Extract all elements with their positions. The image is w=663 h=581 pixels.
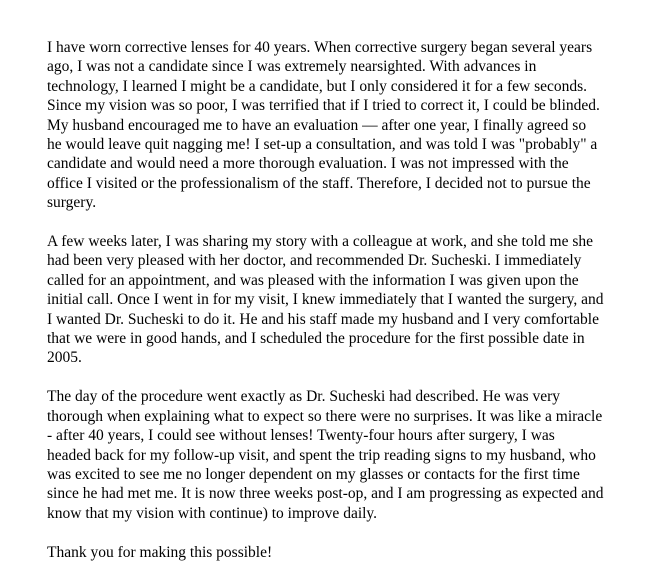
text-line: A few weeks later, I was sharing my story with a colleague at work, and she told me she bbox=[47, 233, 594, 251]
text-line: headed back for my follow-up visit, and spent the trip reading signs to my husband, who bbox=[47, 446, 596, 464]
text-line: candidate and would need a more thorough evaluation. I was not impressed with the bbox=[47, 155, 569, 173]
letter-body bbox=[47, 38, 659, 581]
text-line: Thank you for making this possible! bbox=[47, 543, 273, 561]
text-line: called for an appointment, and was pleased with the information I was given upon the bbox=[47, 271, 579, 289]
text-line: office I visited or the professionalism of the staff. Therefore, I decided not to pursue the bbox=[47, 174, 591, 192]
text-line: surgery. bbox=[47, 194, 97, 212]
text-line: initial call. Once I went in for my visit, I knew immediately that I wanted the surgery, and bbox=[47, 291, 604, 309]
text-line: The day of the procedure went exactly as Dr. Sucheski had described. He was very bbox=[47, 388, 561, 406]
text-line: My husband encouraged me to have an evaluation — after one year, I finally agreed so bbox=[47, 116, 587, 134]
text-line: that we were in good hands, and I scheduled the procedure for the first possible date in bbox=[47, 330, 585, 348]
text-line: know that my vision with continue) to improve daily. bbox=[47, 504, 378, 522]
text-line: 2005. bbox=[47, 349, 82, 367]
text-line: - after 40 years, I could see without lenses! Twenty-four hours after surgery, I was bbox=[47, 427, 555, 445]
text-line: I have worn corrective lenses for 40 years. When corrective surgery began several years bbox=[47, 39, 593, 56]
text-line: ago, I was not a candidate since I was extremely nearsighted. With advances in bbox=[47, 58, 537, 76]
text-line: thorough when explaining what to expect so there were no surprises. It was like a miracle bbox=[47, 407, 603, 425]
text-line: technology, I learned I might be a candidate, but I only considered it for a few seconds. bbox=[47, 77, 588, 95]
paragraph-1 bbox=[47, 38, 659, 213]
text-line: had been very pleased with her doctor, and recommended Dr. Sucheski. I immediately bbox=[47, 252, 582, 270]
text-line: since he had met me. It is now three weeks post-op, and I am progressing as expected and bbox=[47, 485, 604, 503]
text-line: he would leave quit nagging me! I set-up a consultation, and was told I was "probably" a bbox=[47, 136, 598, 154]
paragraph-3 bbox=[47, 387, 659, 523]
text-line: Since my vision was so poor, I was terrified that if I tried to correct it, I could be blinded. bbox=[47, 97, 600, 115]
text-line: I wanted Dr. Sucheski to do it. He and his staff made my husband and I very comfortable bbox=[47, 310, 599, 328]
text-line: was excited to see me no longer dependent on my glasses or contacts for the first time bbox=[47, 465, 580, 483]
closing-paragraph bbox=[47, 543, 659, 562]
paragraph-2 bbox=[47, 232, 659, 368]
